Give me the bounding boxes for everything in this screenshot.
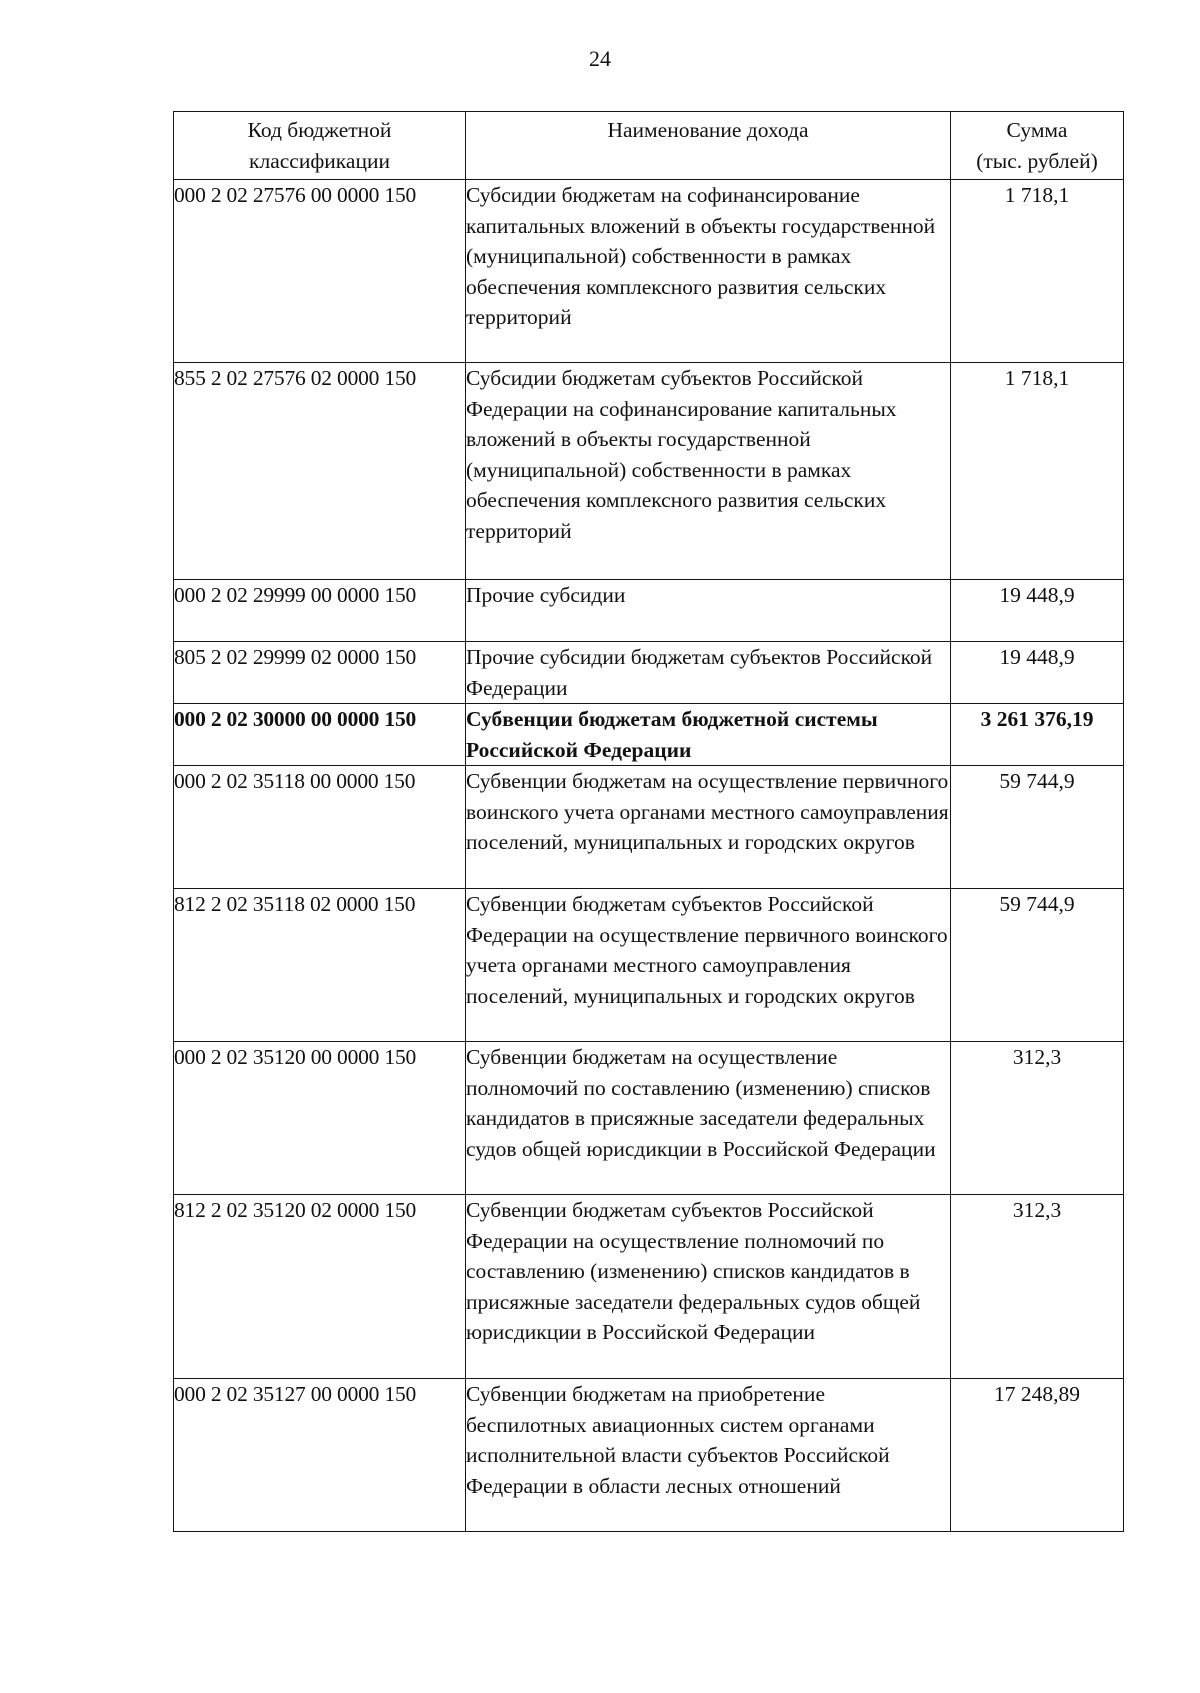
row-name: Субвенции бюджетам субъектов Российской Федерации на осуществление первичного воинского учета органами местного самоуправления поселений, муниципальных и городских округов xyxy=(466,889,951,1042)
row-code: 000 2 02 35120 00 0000 150 xyxy=(174,1042,466,1195)
table-row xyxy=(174,580,1124,642)
row-sum: 3 261 376,19 xyxy=(951,704,1124,766)
row-code: 000 2 02 35118 00 0000 150 xyxy=(174,766,466,889)
header-sum xyxy=(951,112,1124,180)
row-name: Субвенции бюджетам бюджетной системы Российской Федерации xyxy=(466,704,951,766)
budget-revenue-table xyxy=(173,111,1124,1532)
header-name: Наименование дохода xyxy=(466,112,951,180)
table-row xyxy=(174,889,1124,1042)
row-name: Субсидии бюджетам на софинансирование капитальных вложений в объекты государственной (муниципальной) собственности в рамках обеспечения комплексного развития сельских территорий xyxy=(466,180,951,363)
row-sum: 1 718,1 xyxy=(951,363,1124,580)
row-name: Субсидии бюджетам субъектов Российской Федерации на софинансирование капитальных вложений в объекты государственной (муниципальной) собственности в рамках обеспечения комплексного развития сельских территорий xyxy=(466,363,951,580)
row-sum: 312,3 xyxy=(951,1195,1124,1379)
row-sum: 19 448,9 xyxy=(951,642,1124,704)
row-code: 000 2 02 30000 00 0000 150 xyxy=(174,704,466,766)
row-code: 812 2 02 35118 02 0000 150 xyxy=(174,889,466,1042)
row-sum: 59 744,9 xyxy=(951,889,1124,1042)
table-row xyxy=(174,766,1124,889)
header-sum-line-1: Сумма xyxy=(1006,118,1068,142)
header-code-line-2: классификации xyxy=(249,148,390,173)
page-number: 24 xyxy=(589,46,611,71)
row-code: 000 2 02 35127 00 0000 150 xyxy=(174,1379,466,1532)
table-row xyxy=(174,1195,1124,1379)
row-name: Субвенции бюджетам на осуществление полномочий по составлению (изменению) списков кандидатов в присяжные заседатели федеральных судов общей юрисдикции в Российской Федерации xyxy=(466,1042,951,1195)
table-row-total-subventions xyxy=(174,704,1124,766)
header-code-line-1: Код бюджетной xyxy=(247,118,392,142)
row-name: Прочие субсидии xyxy=(466,580,951,642)
row-sum: 59 744,9 xyxy=(951,766,1124,889)
table-header-row xyxy=(174,112,1124,180)
row-code: 000 2 02 29999 00 0000 150 xyxy=(174,580,466,642)
header-code xyxy=(174,112,466,180)
row-name: Субвенции бюджетам субъектов Российской Федерации на осуществление полномочий по составлению (изменению) списков кандидатов в присяжные заседатели федеральных судов общей юрисдикции в Российской Федерации xyxy=(466,1195,951,1379)
table-row xyxy=(174,1379,1124,1532)
row-sum: 1 718,1 xyxy=(951,180,1124,363)
table-row xyxy=(174,363,1124,580)
row-code: 812 2 02 35120 02 0000 150 xyxy=(174,1195,466,1379)
table-row xyxy=(174,642,1124,704)
row-name: Субвенции бюджетам на приобретение беспилотных авиационных систем органами исполнительной власти субъектов Российской Федерации в области лесных отношений xyxy=(466,1379,951,1532)
table-row xyxy=(174,180,1124,363)
row-sum: 17 248,89 xyxy=(951,1379,1124,1532)
row-code: 000 2 02 27576 00 0000 150 xyxy=(174,180,466,363)
row-name: Субвенции бюджетам на осуществление первичного воинского учета органами местного самоуправления поселений, муниципальных и городских округов xyxy=(466,766,951,889)
row-code: 805 2 02 29999 02 0000 150 xyxy=(174,642,466,704)
row-code: 855 2 02 27576 02 0000 150 xyxy=(174,363,466,580)
row-sum: 312,3 xyxy=(951,1042,1124,1195)
row-sum: 19 448,9 xyxy=(951,580,1124,642)
header-sum-line-2: (тыс. рублей) xyxy=(976,148,1098,173)
table-row xyxy=(174,1042,1124,1195)
row-name: Прочие субсидии бюджетам субъектов Российской Федерации xyxy=(466,642,951,704)
